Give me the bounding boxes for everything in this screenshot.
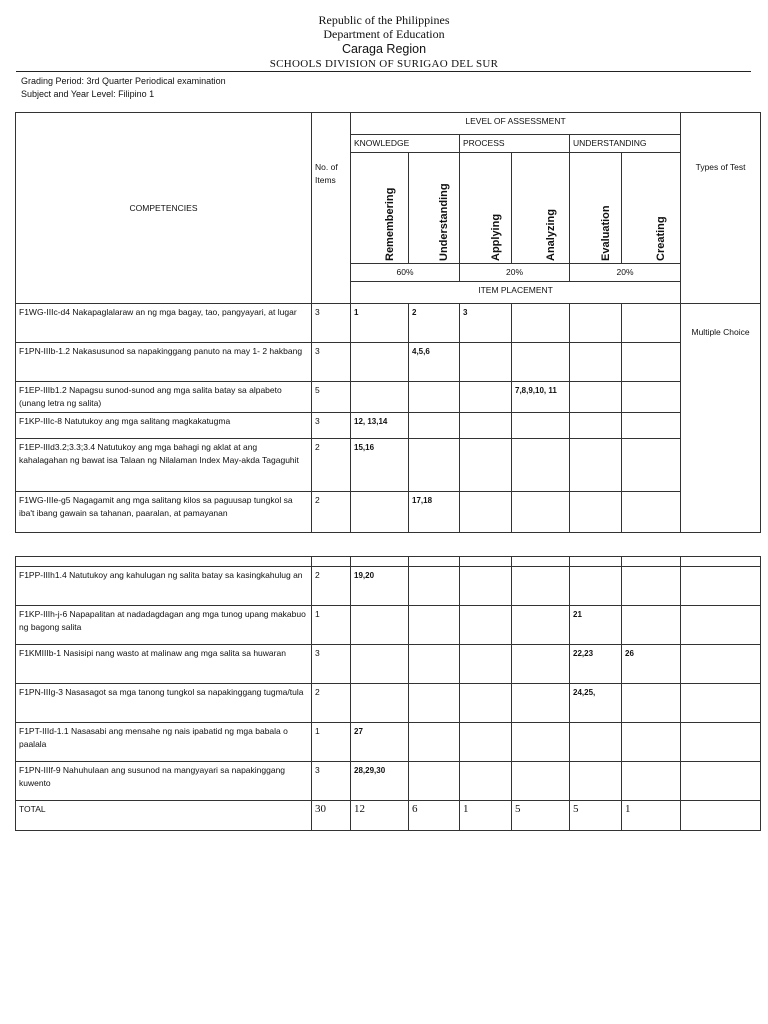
table-row (16, 413, 761, 439)
table-row (16, 343, 761, 382)
table-row (16, 723, 761, 762)
applying-cell (460, 492, 512, 533)
level-of-assessment-header: LEVEL OF ASSESSMENT (351, 113, 681, 135)
items-cell: 1 (312, 606, 351, 645)
test-type-cell (681, 606, 761, 645)
header-region: Caraga Region (341, 42, 427, 56)
competency-cell: F1KP-IIIh-j-6 Napapalitan at nadadagdagan ang mga tunog upang makabuo ng bagong salita (16, 606, 312, 645)
remembering-cell (351, 684, 409, 723)
analyzing-cell (512, 645, 570, 684)
remembering-cell: 28,29,30 (351, 762, 409, 801)
creating-cell (622, 382, 681, 413)
remembering-cell (351, 343, 409, 382)
applying-cell (460, 606, 512, 645)
grading-period: Grading Period: 3rd Quarter Periodical examination (21, 76, 226, 86)
understanding-cell (409, 684, 460, 723)
table-row (16, 684, 761, 723)
creating-cell: 26 (622, 645, 681, 684)
items-cell: 3 (312, 413, 351, 439)
creating-cell (622, 413, 681, 439)
total-remembering: 12 (351, 801, 409, 831)
applying-cell (460, 723, 512, 762)
analyzing-label: Analyzing (544, 209, 557, 261)
tos-table-main (15, 112, 761, 533)
remembering-cell (351, 606, 409, 645)
process-percent: 20% (460, 264, 570, 282)
analyzing-col (512, 153, 570, 264)
understanding-cell: 17,18 (409, 492, 460, 533)
table-row (16, 567, 761, 606)
knowledge-header: KNOWLEDGE (351, 135, 460, 153)
table-row (16, 304, 761, 343)
items-cell: 2 (312, 567, 351, 606)
table-row (16, 382, 761, 413)
remembering-cell (351, 492, 409, 533)
items-cell: 3 (312, 645, 351, 684)
understanding-cell (409, 606, 460, 645)
evaluation-cell (570, 304, 622, 343)
competency-cell: F1KP-IIIc-8 Natutukoy ang mga salitang magkakatugma (16, 413, 312, 439)
total-analyzing: 5 (512, 801, 570, 831)
applying-cell (460, 439, 512, 492)
applying-cell (460, 684, 512, 723)
table-row (16, 492, 761, 533)
process-header: PROCESS (460, 135, 570, 153)
applying-col (460, 153, 512, 264)
understanding-cell (409, 413, 460, 439)
header-division: SCHOOLS DIVISION OF SURIGAO DEL SUR (269, 58, 499, 70)
remembering-cell: 15,16 (351, 439, 409, 492)
understanding-cell (409, 439, 460, 492)
types-of-test-header: Types of Test (681, 113, 761, 304)
understanding-cell: 4,5,6 (409, 343, 460, 382)
creating-cell (622, 606, 681, 645)
analyzing-cell (512, 567, 570, 606)
applying-cell (460, 762, 512, 801)
items-cell: 2 (312, 439, 351, 492)
knowledge-percent: 60% (351, 264, 460, 282)
evaluation-cell: 24,25, (570, 684, 622, 723)
total-row (16, 801, 761, 831)
analyzing-cell: 7,8,9,10, 11 (512, 382, 570, 413)
applying-cell (460, 382, 512, 413)
analyzing-cell (512, 439, 570, 492)
total-creating: 1 (622, 801, 681, 831)
applying-cell (460, 343, 512, 382)
evaluation-cell (570, 762, 622, 801)
evaluation-cell (570, 413, 622, 439)
total-evaluation: 5 (570, 801, 622, 831)
analyzing-cell (512, 304, 570, 343)
understanding-label: Understanding (438, 183, 450, 261)
remembering-cell: 27 (351, 723, 409, 762)
creating-col (622, 153, 681, 264)
items-cell: 1 (312, 723, 351, 762)
test-type-cell (681, 762, 761, 801)
understanding-col (409, 153, 460, 264)
test-type-cell: Multiple Choice (681, 304, 761, 533)
competency-cell: F1EP-IIIb1.2 Napagsu sunod-sunod ang mga salita batay sa alpabeto (unang letra ng salita) (16, 382, 312, 413)
table-row (16, 439, 761, 492)
applying-cell (460, 645, 512, 684)
understanding-cell: 2 (409, 304, 460, 343)
creating-cell (622, 567, 681, 606)
item-placement-header: ITEM PLACEMENT (351, 282, 681, 304)
remembering-col (351, 153, 409, 264)
competency-cell: F1KMIIIb-1 Nasisipi nang wasto at malinaw ang mga salita sa huwaran (16, 645, 312, 684)
competency-cell: F1PN-IIIg-3 Nasasagot sa mga tanong tungkol sa napakinggang tugma/tula (16, 684, 312, 723)
understanding-header: UNDERSTANDING (570, 135, 681, 153)
analyzing-cell (512, 723, 570, 762)
remembering-cell: 1 (351, 304, 409, 343)
evaluation-cell (570, 567, 622, 606)
evaluation-label: Evaluation (599, 205, 612, 261)
test-type-cell (681, 645, 761, 684)
creating-cell (622, 304, 681, 343)
applying-cell (460, 413, 512, 439)
items-cell: 3 (312, 343, 351, 382)
remembering-label: Remembering (383, 187, 396, 261)
creating-cell (622, 762, 681, 801)
applying-cell: 3 (460, 304, 512, 343)
test-type-cell (681, 684, 761, 723)
understanding-cell (409, 723, 460, 762)
subject-level: Subject and Year Level: Filipino 1 (21, 89, 155, 99)
understanding-cell (409, 382, 460, 413)
evaluation-cell (570, 723, 622, 762)
applying-label: Applying (489, 213, 502, 261)
creating-cell (622, 439, 681, 492)
header-department: Department of Education (323, 27, 445, 41)
competency-cell: F1PP-IIIh1.4 Natutukoy ang kahulugan ng salita batay sa kasingkahulug an (16, 567, 312, 606)
understanding-cell (409, 645, 460, 684)
analyzing-cell (512, 606, 570, 645)
remembering-cell: 19,20 (351, 567, 409, 606)
evaluation-col (570, 153, 622, 264)
total-label: TOTAL (16, 801, 312, 831)
items-cell: 3 (312, 304, 351, 343)
competency-cell: F1EP-IIId3.2;3.3;3.4 Natutukoy ang mga bahagi ng aklat at ang kahalagahan ng bawat isa Talaan ng Nilalaman Index May-akda Tagaguhit (16, 439, 312, 492)
test-type-cell (681, 567, 761, 606)
analyzing-cell (512, 492, 570, 533)
competencies-header: COMPETENCIES (16, 113, 312, 304)
evaluation-cell (570, 382, 622, 413)
understanding-percent: 20% (570, 264, 681, 282)
competency-cell: F1WG-IIIc-d4 Nakapaglalaraw an ng mga bagay, tao, pangyayari, at lugar (16, 304, 312, 343)
table-row (16, 762, 761, 801)
blank-spacer-row (16, 557, 761, 567)
table-row (16, 645, 761, 684)
creating-cell (622, 343, 681, 382)
items-cell: 3 (312, 762, 351, 801)
creating-cell (622, 684, 681, 723)
applying-cell (460, 567, 512, 606)
creating-label: Creating (655, 216, 668, 261)
tos-table-continued (15, 556, 761, 831)
items-cell: 2 (312, 492, 351, 533)
competency-cell: F1WG-IIIe-g5 Nagagamit ang mga salitang kilos sa paguusap tungkol sa iba't ibang gawain sa tahanan, paaralan, at pamayanan (16, 492, 312, 533)
understanding-cell (409, 762, 460, 801)
evaluation-cell (570, 492, 622, 533)
analyzing-cell (512, 343, 570, 382)
competency-cell: F1PN-IIIf-9 Nahuhulaan ang susunod na mangyayari sa napakinggang kuwento (16, 762, 312, 801)
evaluation-cell: 21 (570, 606, 622, 645)
test-type-cell (681, 723, 761, 762)
creating-cell (622, 492, 681, 533)
analyzing-cell (512, 762, 570, 801)
header-divider (16, 71, 751, 72)
total-items: 30 (312, 801, 351, 831)
items-cell: 2 (312, 684, 351, 723)
remembering-cell (351, 382, 409, 413)
total-types (681, 801, 761, 831)
evaluation-cell: 22,23 (570, 645, 622, 684)
items-cell: 5 (312, 382, 351, 413)
remembering-cell (351, 645, 409, 684)
analyzing-cell (512, 413, 570, 439)
total-applying: 1 (460, 801, 512, 831)
creating-cell (622, 723, 681, 762)
understanding-cell (409, 567, 460, 606)
items-header: No. of Items (312, 113, 351, 304)
total-understanding: 6 (409, 801, 460, 831)
remembering-cell: 12, 13,14 (351, 413, 409, 439)
analyzing-cell (512, 684, 570, 723)
competency-cell: F1PN-IIIb-1.2 Nakasusunod sa napakinggang panuto na may 1- 2 hakbang (16, 343, 312, 382)
evaluation-cell (570, 343, 622, 382)
evaluation-cell (570, 439, 622, 492)
competency-cell: F1PT-IIId-1.1 Nasasabi ang mensahe ng nais ipabatid ng mga babala o paalala (16, 723, 312, 762)
header-republic: Republic of the Philippines (318, 13, 450, 27)
table-row (16, 606, 761, 645)
